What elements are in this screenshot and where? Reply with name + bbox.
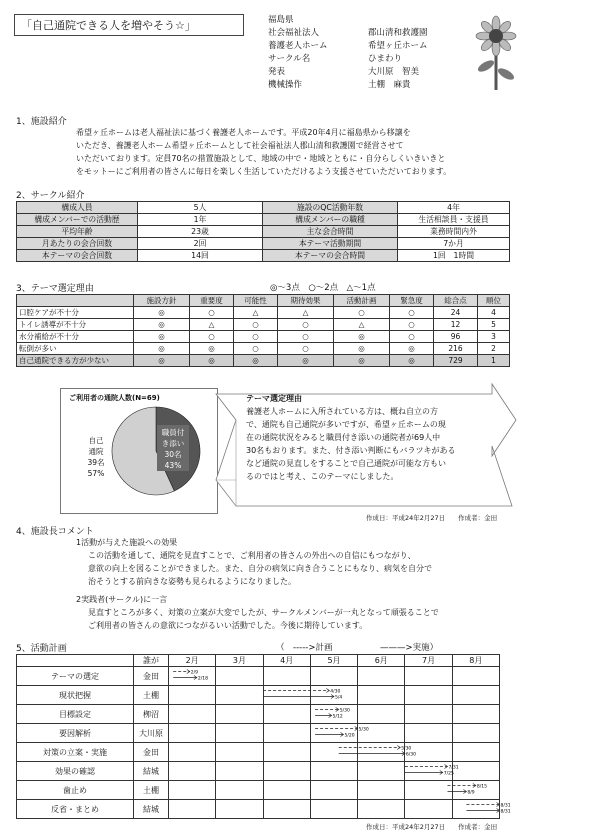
comment-practitioner bbox=[88, 606, 578, 632]
table-header: 可能性 bbox=[234, 295, 278, 307]
table-cell: ○ bbox=[278, 343, 334, 355]
task-name: 目標設定 bbox=[17, 705, 134, 724]
intro-line: をモットーにご利用者の皆さんに毎日を楽しく生活していただけるよう支援させていただいております。 bbox=[76, 167, 452, 176]
table-cell: 1 bbox=[478, 355, 510, 367]
info-value: 大川原 智美 bbox=[368, 67, 420, 77]
made-by-note: 作成日：平成24年2月27日 作成者：金田 bbox=[366, 514, 498, 522]
table-row bbox=[17, 202, 510, 214]
table-cell: ◎ bbox=[390, 355, 434, 367]
task-name: 反省・まとめ bbox=[17, 800, 134, 819]
table-cell: 7か月 bbox=[398, 238, 510, 250]
table-header: 施設方針 bbox=[134, 295, 190, 307]
theme-selection-table bbox=[16, 294, 510, 367]
task-owner: 土棚 bbox=[134, 686, 169, 705]
table-header: 重要度 bbox=[190, 295, 234, 307]
pie-label-line: 57% bbox=[87, 469, 105, 478]
table-header: 誰が bbox=[134, 655, 169, 667]
table-cell: ◎ bbox=[190, 343, 234, 355]
score-legend: ◎～3点 ○～2点 △～1点 bbox=[270, 283, 376, 293]
table-header: 総合点 bbox=[434, 295, 478, 307]
table-cell: 構成メンバーの職種 bbox=[263, 214, 398, 226]
task-owner: 金田 bbox=[134, 743, 169, 762]
table-row bbox=[17, 724, 500, 743]
table-cell: ○ bbox=[334, 307, 390, 319]
table-cell: 本テーマ活動期間 bbox=[263, 238, 398, 250]
info-key: サークル名 bbox=[268, 54, 311, 64]
table-cell: 96 bbox=[434, 331, 478, 343]
month-header: 6月 bbox=[358, 655, 405, 667]
table-cell: ○ bbox=[234, 343, 278, 355]
actual-bar-date: 5/4 bbox=[335, 695, 343, 701]
info-value: 郡山清和救護園 bbox=[368, 28, 428, 38]
activity-plan-table bbox=[16, 654, 500, 819]
facility-intro bbox=[76, 126, 576, 178]
info-key: 機械操作 bbox=[268, 80, 303, 90]
table-cell: ○ bbox=[390, 319, 434, 331]
table-cell: 1回 1時間 bbox=[398, 250, 510, 262]
table-cell: 216 bbox=[434, 343, 478, 355]
table-row bbox=[17, 686, 500, 705]
table-cell: 4年 bbox=[398, 202, 510, 214]
comment-line: この活動を通して、通院を見直すことで、ご利用者の皆さんの外出への自信にもつながり、 bbox=[88, 551, 416, 560]
table-cell: 14回 bbox=[138, 250, 263, 262]
table-cell: 月あたりの会合回数 bbox=[17, 238, 138, 250]
table-cell: ○ bbox=[278, 331, 334, 343]
legend-plan: （ ----->計画 bbox=[276, 643, 333, 653]
reason-line: るのではと考え、このテーマにしました。 bbox=[246, 472, 399, 481]
comment-line: 見直すところが多く、対策の立案が大変でしたが、サークルメンバーが一丸となって頑張ることで bbox=[88, 608, 439, 617]
table-cell: ◎ bbox=[334, 355, 390, 367]
reason-line: など通院の見直しをすることで自己通院が可能な方もい bbox=[246, 459, 446, 468]
month-header: 7月 bbox=[405, 655, 452, 667]
task-owner: 栁沼 bbox=[134, 705, 169, 724]
reason-title: テーマ選定理由 bbox=[246, 394, 302, 403]
table-cell: 12 bbox=[434, 319, 478, 331]
task-owner: 土棚 bbox=[134, 781, 169, 800]
pie-label-line: 自己 bbox=[88, 436, 104, 445]
reason-line: で、通院も自己通院が多いですが、希望ヶ丘ホームの現 bbox=[246, 420, 446, 429]
table-row bbox=[17, 238, 510, 250]
table-header bbox=[17, 295, 134, 307]
comment-line: 治そうとする前向きな姿勢も見られるようになりました。 bbox=[88, 577, 296, 586]
actual-bar-date: 5/12 bbox=[332, 714, 343, 720]
table-cell: ○ bbox=[278, 319, 334, 331]
pie-label-line: 43% bbox=[164, 461, 182, 470]
actual-bar-date: 7/25 bbox=[443, 771, 454, 777]
table-header-row bbox=[17, 655, 500, 667]
plan-bar-date: 8/15 bbox=[476, 784, 487, 790]
table-cell: ○ bbox=[390, 331, 434, 343]
table-row bbox=[17, 743, 500, 762]
table-cell: 23歳 bbox=[138, 226, 263, 238]
table-cell: ○ bbox=[390, 307, 434, 319]
table-row bbox=[17, 800, 500, 819]
org-info bbox=[268, 14, 428, 92]
table-row bbox=[17, 214, 510, 226]
pie-label-self bbox=[79, 435, 113, 479]
reason-line: 30名もおります。また、付き添い判断にもバラツキがある bbox=[246, 446, 456, 455]
table-cell: ◎ bbox=[134, 343, 190, 355]
section-heading: 4、施設長コメント bbox=[16, 527, 94, 537]
table-row bbox=[17, 307, 510, 319]
intro-line: いただき、養護老人ホーム希望ヶ丘ホームとして社会福祉法人郡山清和救護園で経営させて bbox=[76, 141, 404, 150]
task-name: 効果の確認 bbox=[17, 762, 134, 781]
table-cell: 3 bbox=[478, 331, 510, 343]
info-key: 福島県 bbox=[268, 15, 294, 25]
table-cell: 自己通院できる方が少ない bbox=[17, 355, 134, 367]
table-cell: 業務時間内外 bbox=[398, 226, 510, 238]
page-title: 「自己通院できる人を増やそう☆」 bbox=[14, 14, 244, 36]
legend-actual: ———>実施） bbox=[380, 643, 439, 653]
pie-label-line: 39名 bbox=[87, 458, 105, 467]
made-by-note: 作成日：平成24年2月27日 作成者：金田 bbox=[366, 823, 498, 831]
month-header: 8月 bbox=[452, 655, 499, 667]
pie-label-line: 通院 bbox=[88, 447, 104, 456]
table-cell: トイレ誘導が不十分 bbox=[17, 319, 134, 331]
table-cell: 施設のQC活動年数 bbox=[263, 202, 398, 214]
table-row bbox=[17, 319, 510, 331]
table-cell: 構成人員 bbox=[17, 202, 138, 214]
table-cell: 5人 bbox=[138, 202, 263, 214]
table-cell: ◎ bbox=[134, 331, 190, 343]
theme-reason bbox=[246, 392, 504, 483]
table-cell: ◎ bbox=[334, 343, 390, 355]
task-owner: 結城 bbox=[134, 762, 169, 781]
info-key: 養護老人ホーム bbox=[268, 41, 328, 51]
table-cell: 本テーマの会合時間 bbox=[263, 250, 398, 262]
table-cell: ◎ bbox=[134, 319, 190, 331]
table-cell: 主な会合時間 bbox=[263, 226, 398, 238]
table-row bbox=[17, 705, 500, 724]
circle-table bbox=[16, 201, 510, 262]
table-cell: 本テーマの会合回数 bbox=[17, 250, 138, 262]
table-row bbox=[17, 331, 510, 343]
plan-bar-date: 4/30 bbox=[330, 689, 341, 695]
table-cell: 2 bbox=[478, 343, 510, 355]
comment-subheading: 2実践者(サークル)に一言 bbox=[76, 595, 168, 604]
intro-line: 希望ヶ丘ホームは老人福祉法に基づく養護老人ホームです。平成20年4月に福島県から移譲を bbox=[76, 128, 411, 137]
comment-line: 意欲の向上を図ることができました。また、自分の病気に向き合うことにもなり、病気を自分で bbox=[88, 564, 432, 573]
table-cell: △ bbox=[190, 319, 234, 331]
month-header: 4月 bbox=[263, 655, 310, 667]
table-cell: 24 bbox=[434, 307, 478, 319]
comment-effect bbox=[88, 549, 578, 588]
table-cell: ◎ bbox=[234, 355, 278, 367]
table-cell: 転倒が多い bbox=[17, 343, 134, 355]
table-cell: ◎ bbox=[190, 355, 234, 367]
table-header: 期待効果 bbox=[278, 295, 334, 307]
table-cell: ○ bbox=[190, 307, 234, 319]
pie-label-line: 30名 bbox=[164, 450, 182, 459]
table-cell: 4 bbox=[478, 307, 510, 319]
table-cell: 生活相談員・支援員 bbox=[398, 214, 510, 226]
reason-line: 在の通院状況をみると職員付き添いの通院者が69人中 bbox=[246, 433, 441, 442]
comment-line: ご利用者の皆さんの意欲につながるいい活動でした。今後に期待しています。 bbox=[88, 621, 368, 630]
task-owner: 金田 bbox=[134, 667, 169, 686]
info-key: 社会福祉法人 bbox=[268, 28, 320, 38]
table-row bbox=[17, 343, 510, 355]
table-cell: ◎ bbox=[134, 355, 190, 367]
table-cell: ◎ bbox=[334, 331, 390, 343]
plan-bar-date: 5/30 bbox=[401, 746, 412, 752]
actual-bar-date: 8/9 bbox=[467, 790, 475, 796]
task-owner: 結城 bbox=[134, 800, 169, 819]
info-value: 希望ヶ丘ホーム bbox=[368, 41, 428, 51]
pie-label-line: 職員付 bbox=[161, 428, 185, 437]
table-cell: 729 bbox=[434, 355, 478, 367]
reason-line: 養護老人ホームに入所されている方は、概ね自立の方 bbox=[246, 407, 438, 416]
month-header: 2月 bbox=[169, 655, 216, 667]
table-cell: ○ bbox=[234, 331, 278, 343]
actual-bar-date: 5/20 bbox=[344, 733, 355, 739]
actual-bar-date: 6/30 bbox=[405, 752, 417, 758]
table-cell: △ bbox=[334, 319, 390, 331]
pie-title: ご利用者の通院人数(N=69) bbox=[69, 394, 160, 402]
actual-bar-date: 8/31 bbox=[500, 809, 511, 815]
task-owner: 大川原 bbox=[134, 724, 169, 743]
plan-bar-date: 5/30 bbox=[358, 727, 369, 733]
month-header: 3月 bbox=[216, 655, 263, 667]
info-value: ひまわり bbox=[368, 54, 403, 64]
section-heading: 3、テーマ選定理由 bbox=[16, 284, 94, 294]
task-name: 歯止め bbox=[17, 781, 134, 800]
table-cell: 水分補給が不十分 bbox=[17, 331, 134, 343]
section-heading: 5、活動計画 bbox=[16, 644, 67, 654]
comment-subheading: 1活動が与えた施設への効果 bbox=[76, 538, 178, 547]
table-cell: 口腔ケアが不十分 bbox=[17, 307, 134, 319]
table-header: 緊急度 bbox=[390, 295, 434, 307]
actual-bar-date: 2/18 bbox=[197, 676, 208, 682]
pie-label-line: き添い bbox=[161, 439, 185, 448]
plan-bar-date: 7/31 bbox=[448, 765, 459, 771]
table-header: 活動計画 bbox=[334, 295, 390, 307]
task-name: 要因解析 bbox=[17, 724, 134, 743]
table-cell: 構成メンバーでの活動歴 bbox=[17, 214, 138, 226]
table-cell: 2回 bbox=[138, 238, 263, 250]
intro-line: いただいております。定員70名の措置施設として、地域の中で・地域とともに・自分らしくいきいきと bbox=[76, 154, 446, 163]
info-value: 土棚 麻貴 bbox=[368, 80, 411, 90]
table-cell: ○ bbox=[190, 331, 234, 343]
task-name: テーマの選定 bbox=[17, 667, 134, 686]
table-row bbox=[17, 762, 500, 781]
table-row bbox=[17, 781, 500, 800]
section-heading: 1、施設紹介 bbox=[16, 117, 67, 127]
table-cell: ○ bbox=[234, 319, 278, 331]
info-key: 発表 bbox=[268, 67, 286, 77]
plan-bar-date: 8/31 bbox=[500, 803, 511, 809]
table-cell: △ bbox=[234, 307, 278, 319]
table-cell: 5 bbox=[478, 319, 510, 331]
table-cell: ◎ bbox=[134, 307, 190, 319]
task-name: 現状把握 bbox=[17, 686, 134, 705]
pie-label-escort bbox=[157, 427, 189, 471]
sunflower-icon bbox=[466, 14, 526, 94]
table-cell: ◎ bbox=[390, 343, 434, 355]
plan-bar-date: 5/30 bbox=[339, 708, 350, 714]
table-cell: 平均年齢 bbox=[17, 226, 138, 238]
table-header-row bbox=[17, 295, 510, 307]
table-row bbox=[17, 667, 500, 686]
table-row-selected bbox=[17, 355, 510, 367]
month-header: 5月 bbox=[310, 655, 357, 667]
table-row bbox=[17, 226, 510, 238]
task-name: 対策の立案・実施 bbox=[17, 743, 134, 762]
table-header: 順位 bbox=[478, 295, 510, 307]
table-cell: △ bbox=[278, 307, 334, 319]
table-cell: 1年 bbox=[138, 214, 263, 226]
section-heading: 2、サークル紹介 bbox=[16, 191, 85, 201]
plan-bar-date: 2/9 bbox=[190, 670, 199, 676]
table-row bbox=[17, 250, 510, 262]
table-cell: ◎ bbox=[278, 355, 334, 367]
